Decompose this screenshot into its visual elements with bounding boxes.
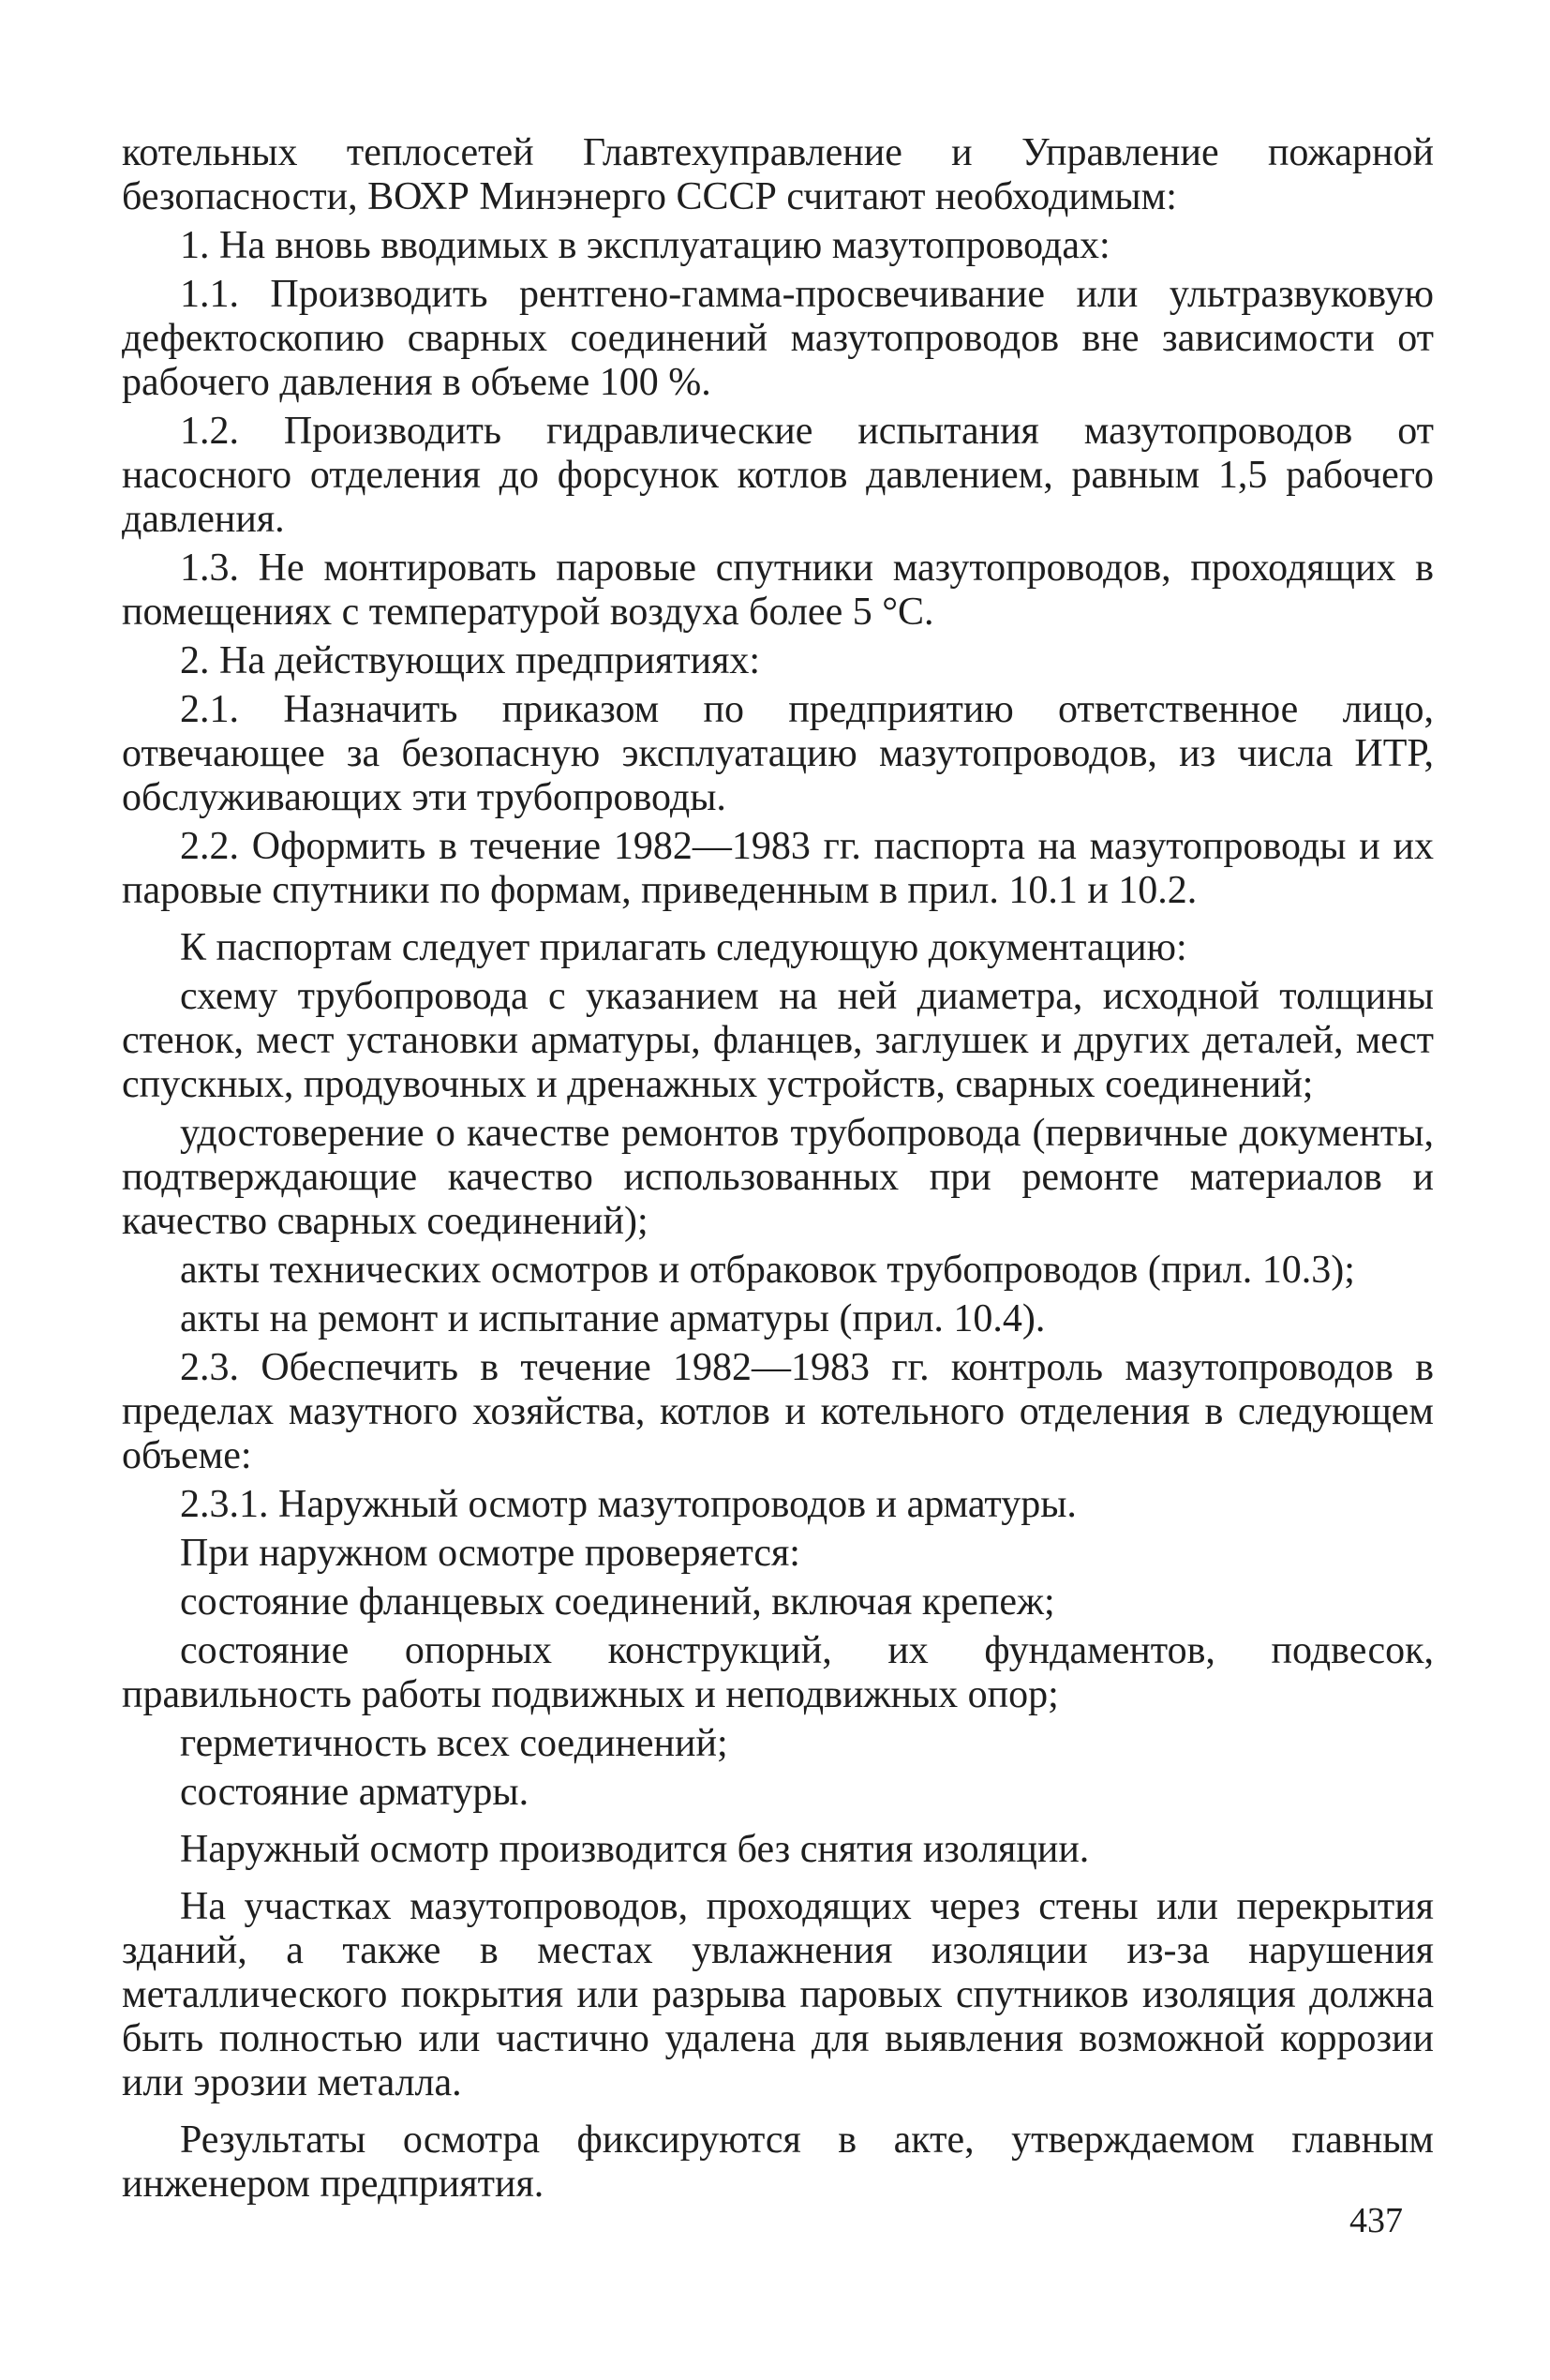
paragraph-1-1: 1.1. Производить рентгено-гамма-просвечивание или ультразвуковую дефектоскопию сварных соединений мазутопроводов вне зависимости от рабочего давления в объеме 100 %.	[122, 273, 1434, 404]
list-item-flanges: состояние фланцевых соединений, включая крепеж;	[180, 1580, 1055, 1624]
paragraph-2-1: 2.1. Назначить приказом по предприятию ответственное лицо, отвечающее за безопасную эксплуатацию мазутопроводов, из числа ИТР, обслуживающих эти трубопроводы.	[122, 688, 1434, 819]
paragraph-no-insulation-removal: Наружный осмотр производится без снятия изоляции.	[180, 1828, 1090, 1871]
list-item-fittings: состояние арматуры.	[180, 1771, 529, 1814]
list-item-inspection-acts: акты технических осмотров и отбраковок трубопроводов (прил. 10.3);	[180, 1249, 1355, 1292]
paragraph-1: 1. На вновь вводимых в эксплуатацию мазутопроводах:	[180, 224, 1110, 267]
list-item-repair-acts: акты на ремонт и испытание арматуры (прил. 10.4).	[180, 1297, 1046, 1340]
paragraph-2: 2. На действующих предприятиях:	[180, 639, 761, 682]
list-item-supports: состояние опорных конструкций, их фундаментов, подвесок, правильность работы подвижных и неподвижных опор;	[122, 1629, 1434, 1716]
paragraph-intro: котельных теплосетей Главтехуправление и Управление пожарной безопасности, ВОХР Минэнерго СССР считают необходимым:	[122, 131, 1434, 218]
paragraph-2-3: 2.3. Обеспечить в течение 1982—1983 гг. контроль мазутопроводов в пределах мазутного хозяйства, котлов и котельного отделения в следующем объеме:	[122, 1346, 1434, 1477]
paragraph-1-3: 1.3. Не монтировать паровые спутники мазутопроводов, проходящих в помещениях с температурой воздуха более 5 °С.	[122, 546, 1434, 634]
page-number: 437	[1349, 2201, 1403, 2240]
paragraph-inspection-checks: При наружном осмотре проверяется:	[180, 1532, 800, 1575]
paragraph-2-3-1: 2.3.1. Наружный осмотр мазутопроводов и арматуры.	[180, 1483, 1077, 1526]
paragraph-insulation-removal: На участках мазутопроводов, проходящих через стены или перекрытия зданий, а также в местах увлажнения изоляции из-за нарушения металлического покрытия или разрыва паровых спутников изоляция должна быть полностью или частично удалена для выявления возможной коррозии или эрозии металла.	[122, 1885, 1434, 2104]
paragraph-passport-intro: К паспортам следует прилагать следующую документацию:	[180, 926, 1187, 969]
paragraph-1-2: 1.2. Производить гидравлические испытания мазутопроводов от насосного отделения до форсунок котлов давлением, равным 1,5 рабочего давления.	[122, 410, 1434, 541]
list-item-scheme: схему трубопровода с указанием на ней диаметра, исходной толщины стенок, мест установки арматуры, фланцев, заглушек и других деталей, мест спускных, продувочных и дренажных устройств, сварных соединений;	[122, 975, 1434, 1106]
list-item-certificate: удостоверение о качестве ремонтов трубопровода (первичные документы, подтверждающие качество использованных при ремонте материалов и качество сварных соединений);	[122, 1112, 1434, 1243]
list-item-tightness: герметичность всех соединений;	[180, 1722, 728, 1765]
paragraph-2-2: 2.2. Оформить в течение 1982—1983 гг. паспорта на мазутопроводы и их паровые спутники по формам, приведенным в прил. 10.1 и 10.2.	[122, 825, 1434, 912]
page-body	[122, 131, 1434, 2211]
paragraph-results: Результаты осмотра фиксируются в акте, утверждаемом главным инженером предприятия.	[122, 2118, 1434, 2206]
